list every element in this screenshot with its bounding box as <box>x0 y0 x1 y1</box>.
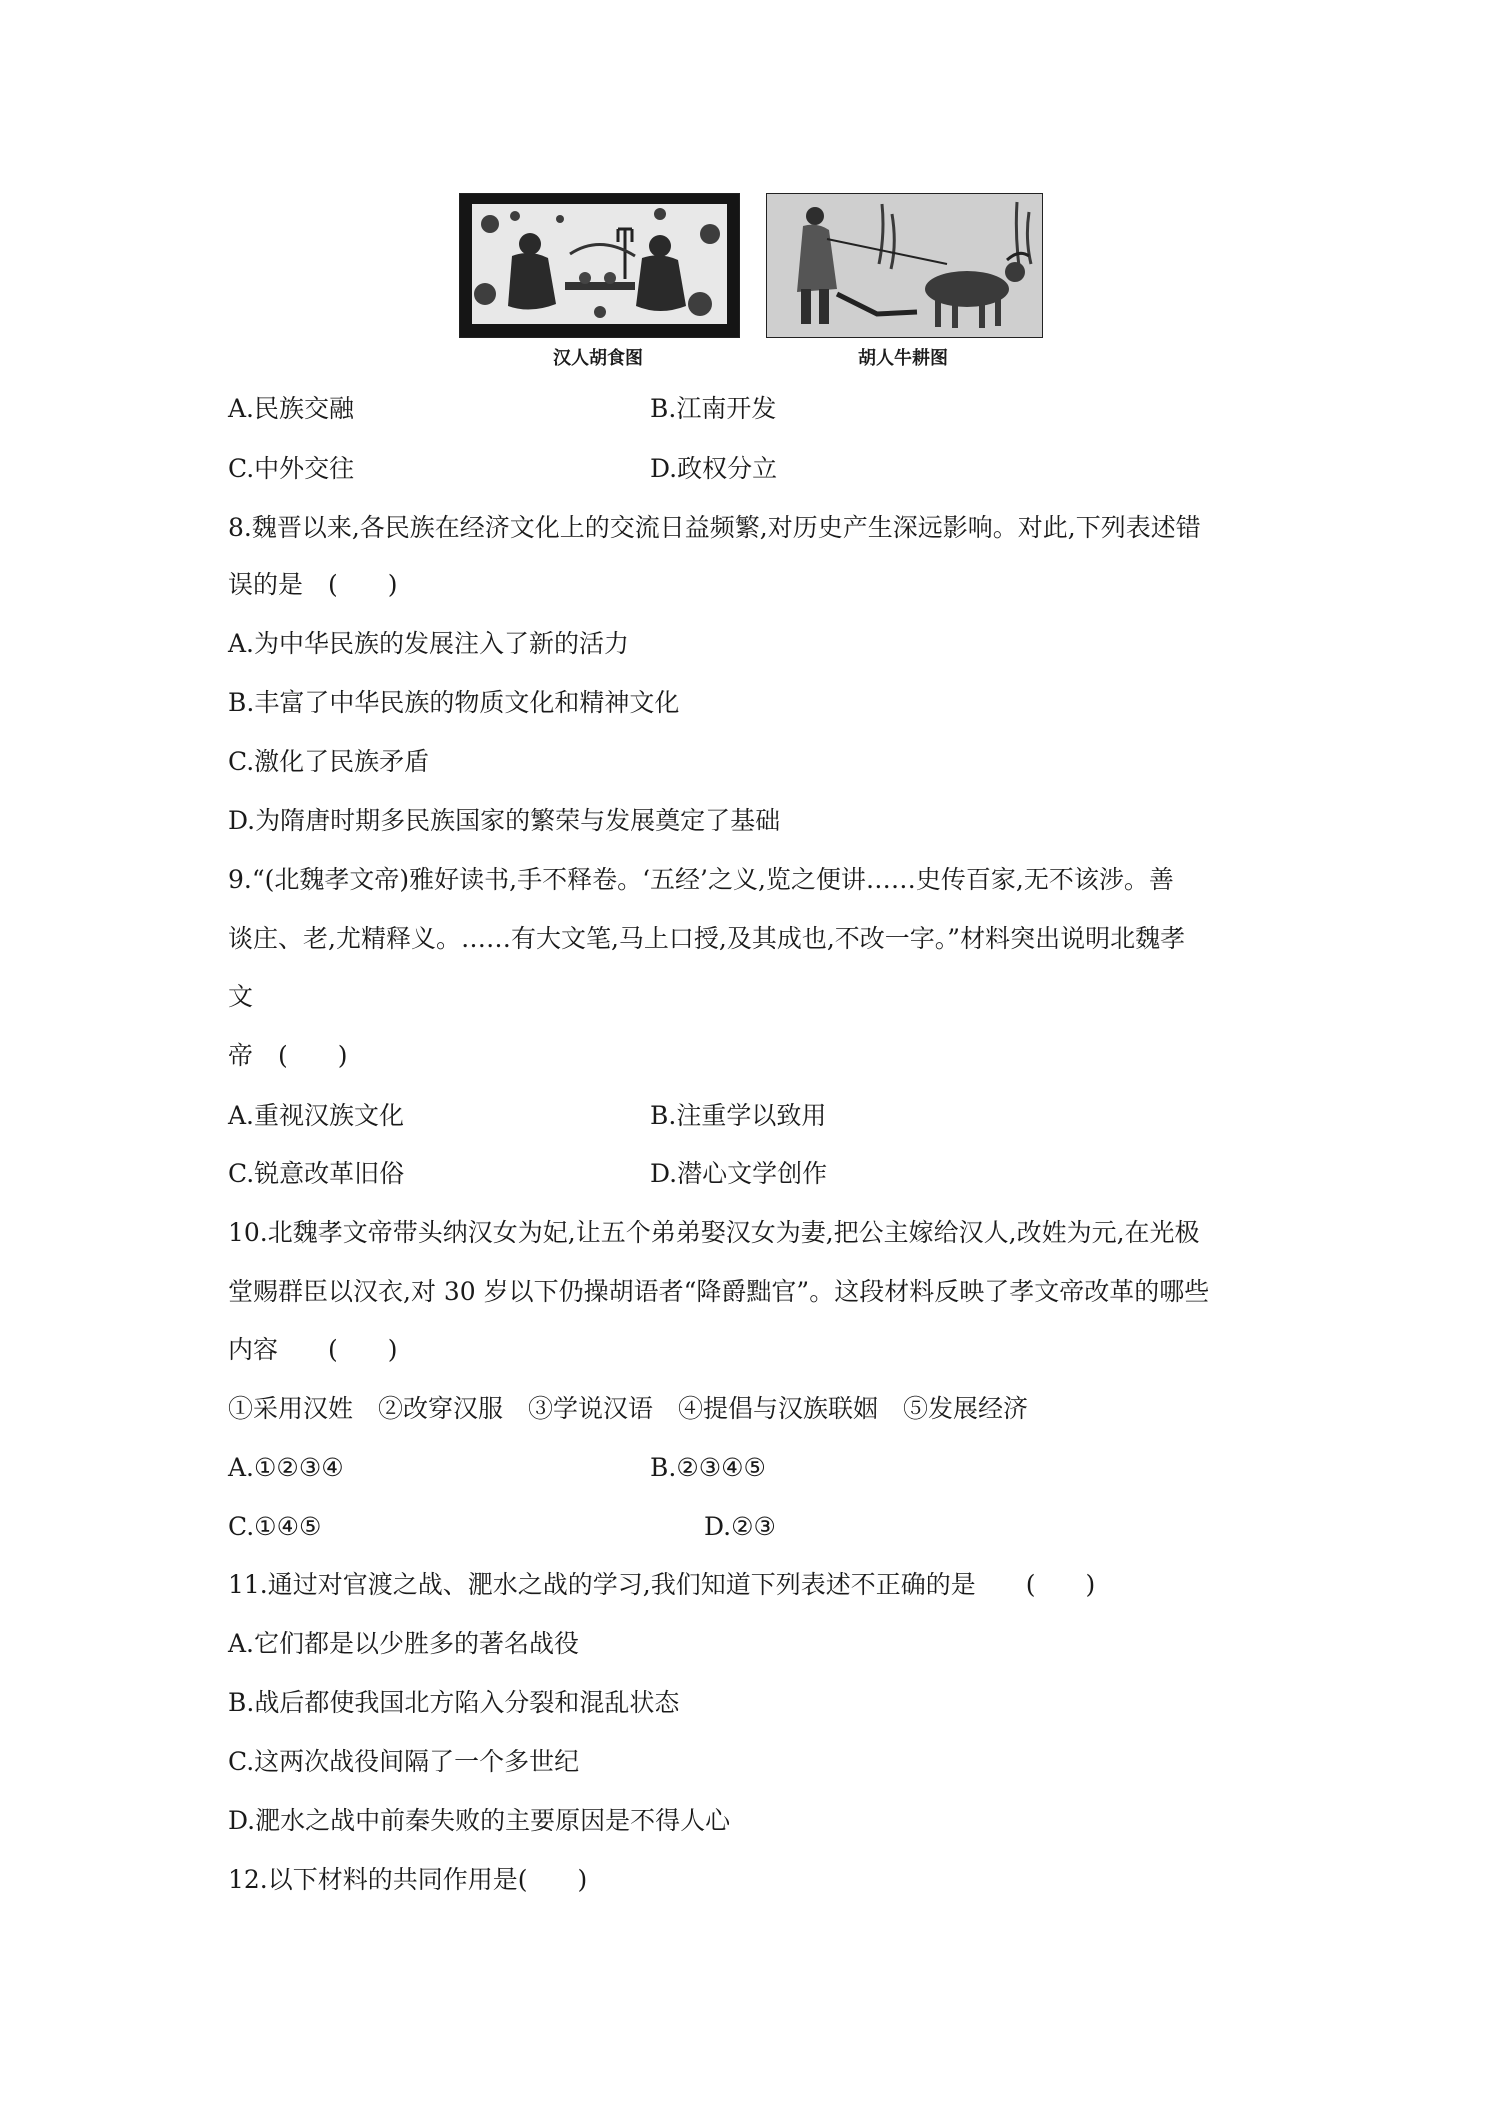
q12-stem: 12.以下材料的共同作用是( ) <box>228 1865 588 1894</box>
q10-option-c: C.①④⑤ <box>228 1512 322 1541</box>
q9-stem-line-2: 谈庄、老,尤精释义。……有大文笔,马上口授,及其成也,不改一字。”材料突出说明北魏孝 <box>228 924 1186 953</box>
q9-stem-line-1: 9.“(北魏孝文帝)雅好读书,手不释卷。‘五经’之义,览之便讲……史传百家,无不该涉。善 <box>228 865 1174 894</box>
q8-option-b: B.丰富了中华民族的物质文化和精神文化 <box>228 688 680 717</box>
q7-option-d: D.政权分立 <box>650 454 778 483</box>
q10-stem-line-3: 内容 ( ) <box>228 1335 398 1364</box>
q10-option-b: B.②③④⑤ <box>650 1453 766 1482</box>
q10-option-d: D.②③ <box>704 1512 776 1541</box>
han-people-hu-food-illustration <box>460 194 739 337</box>
q9-stem-line-3: 文 <box>228 982 254 1011</box>
q10-stem-line-1: 10.北魏孝文帝带头纳汉女为妃,让五个弟弟娶汉女为妻,把公主嫁给汉人,改姓为元,在光极 <box>228 1218 1200 1247</box>
q10-items: ①采用汉姓 ②改穿汉服 ③学说汉语 ④提倡与汉族联姻 ⑤发展经济 <box>228 1394 1029 1423</box>
q7-option-c: C.中外交往 <box>228 454 355 483</box>
right-figure-caption: 胡人牛耕图 <box>858 348 948 369</box>
han-people-hu-food-image <box>459 193 740 338</box>
left-figure-caption: 汉人胡食图 <box>553 348 643 369</box>
q8-stem-line-2: 误的是 ( ) <box>228 570 398 599</box>
q8-option-a: A.为中华民族的发展注入了新的活力 <box>228 629 630 658</box>
hu-people-ox-plowing-image <box>766 193 1043 338</box>
q10-option-a: A.①②③④ <box>228 1453 344 1482</box>
q9-stem-line-4: 帝 ( ) <box>228 1041 348 1070</box>
q8-option-c: C.激化了民族矛盾 <box>228 747 430 776</box>
q9-option-d: D.潜心文学创作 <box>650 1159 828 1188</box>
q9-option-b: B.注重学以致用 <box>650 1101 827 1130</box>
q11-stem: 11.通过对官渡之战、淝水之战的学习,我们知道下列表述不正确的是 ( ) <box>228 1570 1096 1599</box>
q8-stem-line-1: 8.魏晋以来,各民族在经济文化上的交流日益频繁,对历史产生深远影响。对此,下列表述错 <box>228 513 1201 542</box>
q7-option-b: B.江南开发 <box>650 394 777 423</box>
q11-option-b: B.战后都使我国北方陷入分裂和混乱状态 <box>228 1688 680 1717</box>
q11-option-c: C.这两次战役间隔了一个多世纪 <box>228 1747 580 1776</box>
q7-option-a: A.民族交融 <box>228 394 355 423</box>
q8-option-d: D.为隋唐时期多民族国家的繁荣与发展奠定了基础 <box>228 806 781 835</box>
q9-option-c: C.锐意改革旧俗 <box>228 1159 405 1188</box>
q11-option-d: D.淝水之战中前秦失败的主要原因是不得人心 <box>228 1806 731 1835</box>
hu-people-ox-plowing-illustration <box>767 194 1042 337</box>
q9-option-a: A.重视汉族文化 <box>228 1101 405 1130</box>
q10-stem-line-2: 堂赐群臣以汉衣,对 30 岁以下仍操胡语者“降爵黜官”。这段材料反映了孝文帝改革的哪些 <box>228 1277 1210 1306</box>
q11-option-a: A.它们都是以少胜多的著名战役 <box>228 1629 580 1658</box>
